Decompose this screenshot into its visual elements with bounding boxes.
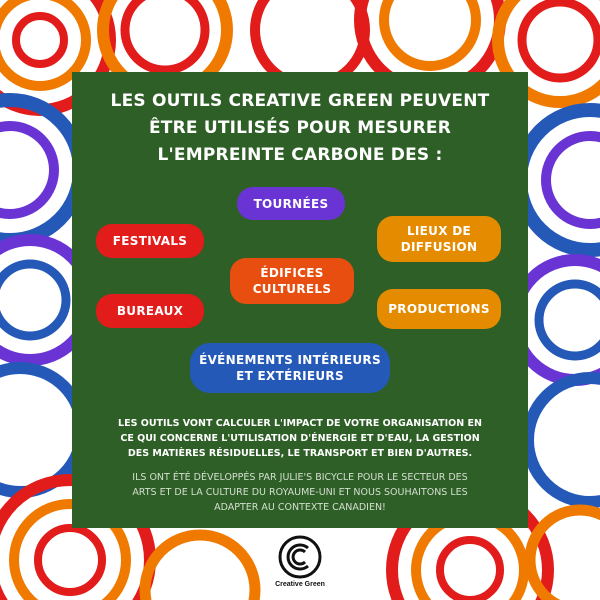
logo-label: Creative Green — [275, 581, 325, 588]
description-secondary: ILS ONT ÉTÉ DÉVELOPPÉS PAR JULIE'S BICYCLE POUR LE SECTEUR DES ARTS ET DE LA CULTURE DU ROYAUME-UNI ET NOUS SOUHAITONS LES ADAPTER AU CONTEXTE CANADIEN! — [132, 472, 468, 513]
headline-line-1: LES OUTILS CREATIVE GREEN PEUVENT — [110, 91, 490, 111]
tag-evenements: ÉVÉNEMENTS INTÉRIEURS ET EXTÉRIEURS — [190, 343, 390, 393]
headline — [72, 88, 528, 169]
tag-tournees: TOURNÉES — [237, 187, 345, 220]
info-panel — [72, 72, 528, 528]
tag-lieux-de-diffusion: LIEUX DE DIFFUSION — [377, 216, 501, 262]
tag-bureaux: BUREAUX — [96, 294, 204, 328]
tag-edifices-culturels: ÉDIFICES CULTURELS — [230, 258, 354, 304]
tag-productions: PRODUCTIONS — [377, 289, 501, 329]
creative-green-logo-icon — [278, 535, 322, 579]
headline-line-2: ÊTRE UTILISÉS POUR MESURER — [148, 118, 452, 138]
tag-festivals: FESTIVALS — [96, 224, 204, 258]
headline-line-3: L'EMPREINTE CARBONE DES : — [157, 145, 443, 165]
creative-green-logo — [266, 533, 334, 597]
description-primary: LES OUTILS VONT CALCULER L'IMPACT DE VOTRE ORGANISATION EN CE QUI CONCERNE L'UTILISATION D'ÉNERGIE ET D'EAU, LA GESTION DES MATIÈRES RÉSIDUELLES, LE TRANSPORT ET BIEN D'AUTRES. — [118, 418, 482, 459]
